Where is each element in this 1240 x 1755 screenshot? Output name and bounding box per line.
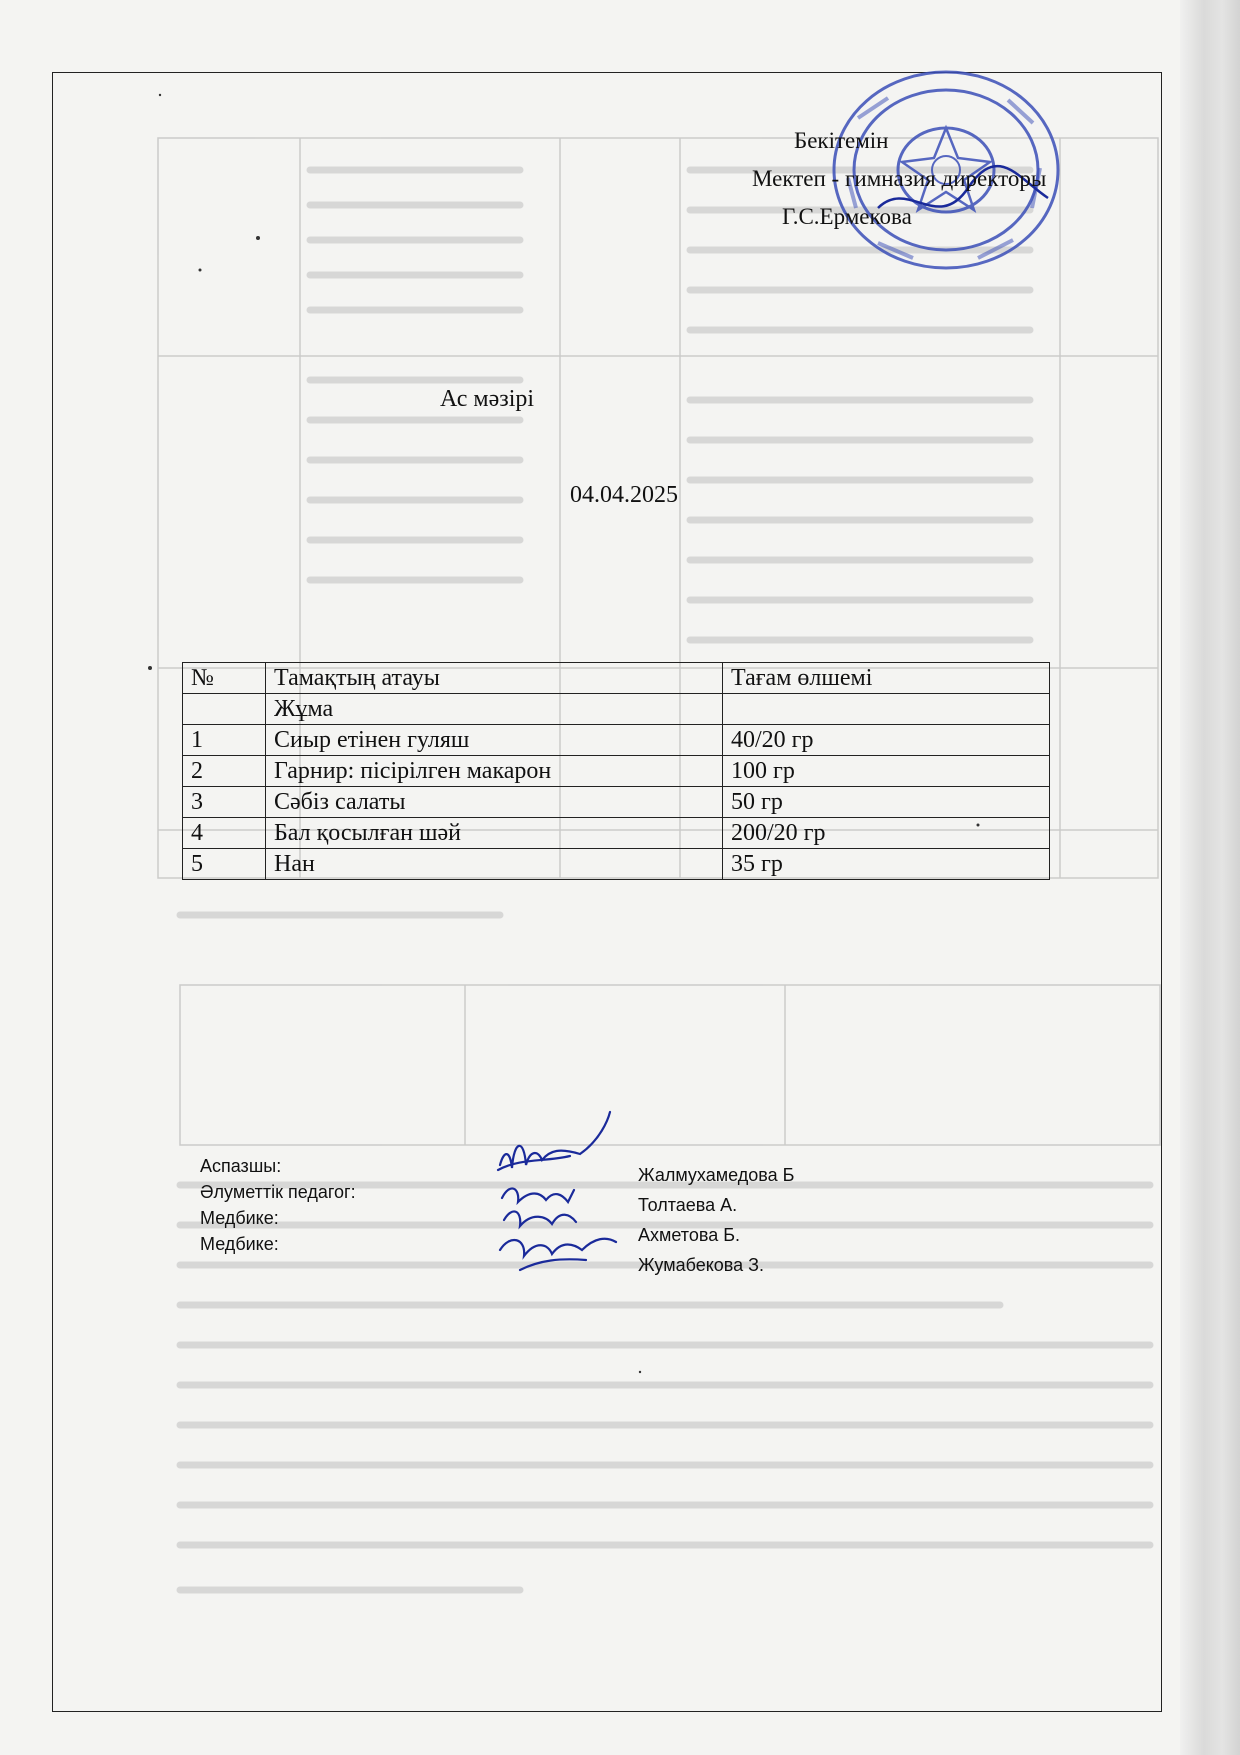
role-cook: Аспазшы: (200, 1156, 282, 1176)
row-number: 4 (183, 818, 266, 849)
name-nurse-2: Жумабекова З. (638, 1255, 765, 1275)
name-social-pedagogue: Толтаева А. (638, 1195, 738, 1215)
table-row (183, 818, 1050, 849)
table-row (183, 756, 1050, 787)
role-nurse: Медбике: (200, 1208, 279, 1228)
header-portion: Тағам өлшемі (723, 663, 1050, 694)
header-dish-name: Тамақтың атауы (266, 663, 723, 694)
approval-position: Мектеп - гимназия директоры (752, 166, 1047, 191)
dish-portion: 100 гр (723, 756, 1050, 787)
table-row (183, 787, 1050, 818)
handwritten-signatures (490, 1110, 640, 1295)
approval-director-name: Г.С.Ермекова (782, 204, 912, 229)
dish-name: Сәбіз салаты (266, 787, 723, 818)
dish-name: Сиыр етінен гуляш (266, 725, 723, 756)
approval-heading: Бекітемін (794, 128, 889, 153)
signatory-roles (200, 1153, 356, 1257)
row-number: 5 (183, 849, 266, 880)
signatory-names (638, 1160, 794, 1280)
table-cell (723, 694, 1050, 725)
name-cook: Жалмухамедова Б (638, 1165, 795, 1185)
row-number: 2 (183, 756, 266, 787)
menu-date: 04.04.2025 (570, 482, 678, 508)
table-row-day (183, 694, 1050, 725)
dish-portion: 50 гр (723, 787, 1050, 818)
role-social-pedagogue: Әлуметтік педагог: (200, 1182, 356, 1202)
dish-portion: 200/20 гр (723, 818, 1050, 849)
role-nurse: Медбике: (200, 1234, 279, 1254)
dish-portion: 40/20 гр (723, 725, 1050, 756)
table-row (183, 849, 1050, 880)
row-number: 1 (183, 725, 266, 756)
day-name: Жұма (266, 694, 723, 725)
header-number: № (183, 663, 266, 694)
dish-name: Гарнир: пісірілген макарон (266, 756, 723, 787)
dish-name: Нан (266, 849, 723, 880)
dish-portion: 35 гр (723, 849, 1050, 880)
approval-block (752, 122, 1046, 236)
page-title: Ас мәзірі (440, 386, 535, 412)
dish-name: Бал қосылған шәй (266, 818, 723, 849)
name-nurse-1: Ахметова Б. (638, 1225, 741, 1245)
page-border (52, 72, 1162, 1712)
menu-table (182, 662, 1050, 880)
row-number: 3 (183, 787, 266, 818)
scan-shadow-edge (1180, 0, 1240, 1755)
table-cell (183, 694, 266, 725)
table-header-row (183, 663, 1050, 694)
table-row (183, 725, 1050, 756)
